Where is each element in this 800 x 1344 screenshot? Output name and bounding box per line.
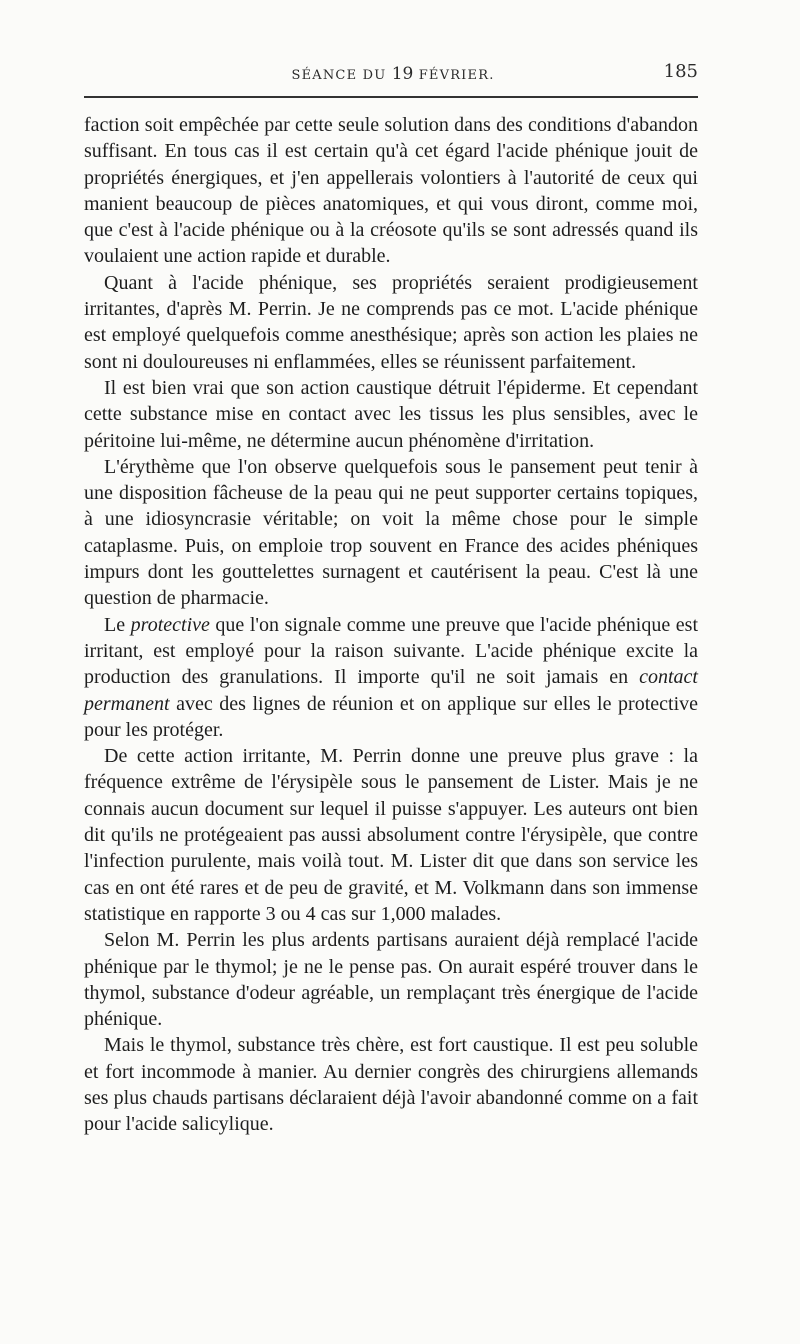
body-text xyxy=(84,112,698,1138)
paragraph-8: Mais le thymol, substance très chère, est fort caustique. Il est peu soluble et fort incommode à manier. Au dernier congrès des chirurgiens allemands ses plus chauds partisans déclaraient déjà l'avoir abandonné comme on a fait pour l'acide salicylique. xyxy=(84,1034,698,1136)
running-title-part2: FÉVRIER. xyxy=(413,68,495,83)
page-number: 185 xyxy=(663,61,698,82)
paragraph-5 xyxy=(84,612,698,743)
header-rule xyxy=(84,96,698,98)
paragraph-5-after: avec des lignes de réunion et on applique sur elles le protective pour les protéger. xyxy=(84,692,698,741)
running-title-number: 19 xyxy=(391,64,414,84)
italic-contact-permanent: contact permanent xyxy=(84,666,698,715)
paragraph-1: faction soit empêchée par cette seule solution dans des conditions d'abandon suffisant. En tous cas il est certain qu'à cet égard l'acide phénique jouit de propriétés énergiques, et j'en appellerais volontiers à l'autorité de ceux qui manient beaucoup de pièces anatomiques, et qui vous diront, comme moi, que c'est à l'acide phénique ou à la créosote qu'ils se sont adressés quand ils voulaient une action rapide et durable. xyxy=(84,114,698,268)
paragraph-3: Il est bien vrai que son action caustique détruit l'épiderme. Et cependant cette substance mise en contact avec les tissus les plus sensibles, avec le péritoine lui-même, ne détermine aucun phénomène d'irritation. xyxy=(84,376,698,452)
paragraph-6: De cette action irritante, M. Perrin donne une preuve plus grave : la fréquence extrême de l'érysipèle sous le pansement de Lister. Mais je ne connais aucun document sur lequel il puisse s'appuyer. Les auteurs ont bien dit qu'ils ne protégeaient pas aussi absolument contre l'érysipèle, que contre l'infection purulente, mais voilà tout. M. Lister dit que dans son service les cas en ont été rares et de peu de gravité, et M. Volkmann dans son immense statistique en rapporte 3 ou 4 cas sur 1,000 malades. xyxy=(84,745,698,925)
paragraph-2: Quant à l'acide phénique, ses propriétés seraient prodigieusement irritantes, d'après M. Perrin. Je ne comprends pas ce mot. L'acide phénique est employé quelquefois comme anesthésique; après son action les plaies ne sont ni douloureuses ni enflammées, elles se réunissent parfaitement. xyxy=(84,271,698,373)
paragraph-7: Selon M. Perrin les plus ardents partisans auraient déjà remplacé l'acide phénique par le thymol; je ne le pense pas. On aurait espéré trouver dans le thymol, substance d'odeur agréable, un remplaçant très énergique de l'acide phénique. xyxy=(84,929,698,1031)
running-title xyxy=(84,64,702,84)
italic-protective: protective xyxy=(130,613,210,636)
running-head xyxy=(84,60,702,88)
paragraph-4: L'érythème que l'on observe quelquefois sous le pansement peut tenir à une disposition fâcheuse de la peau qui ne peut supporter certains topiques, à une idiosyncrasie véritable; on voit la même chose pour le simple cataplasme. Puis, on emploie trop souvent en France des acides phéniques impurs dont les gouttelettes surnagent et cautérisent la peau. C'est là une question de pharmacie. xyxy=(84,455,698,610)
running-title-part1: SÉANCE DU xyxy=(291,68,392,83)
paragraph-5-before: Le xyxy=(104,613,131,636)
paragraph-5-middle: que l'on signale comme une preuve que l'acide phénique est irritant, est employé pour la raison suivante. L'acide phénique excite la production des granulations. Il importe qu'il ne soit jamais en xyxy=(84,613,698,689)
